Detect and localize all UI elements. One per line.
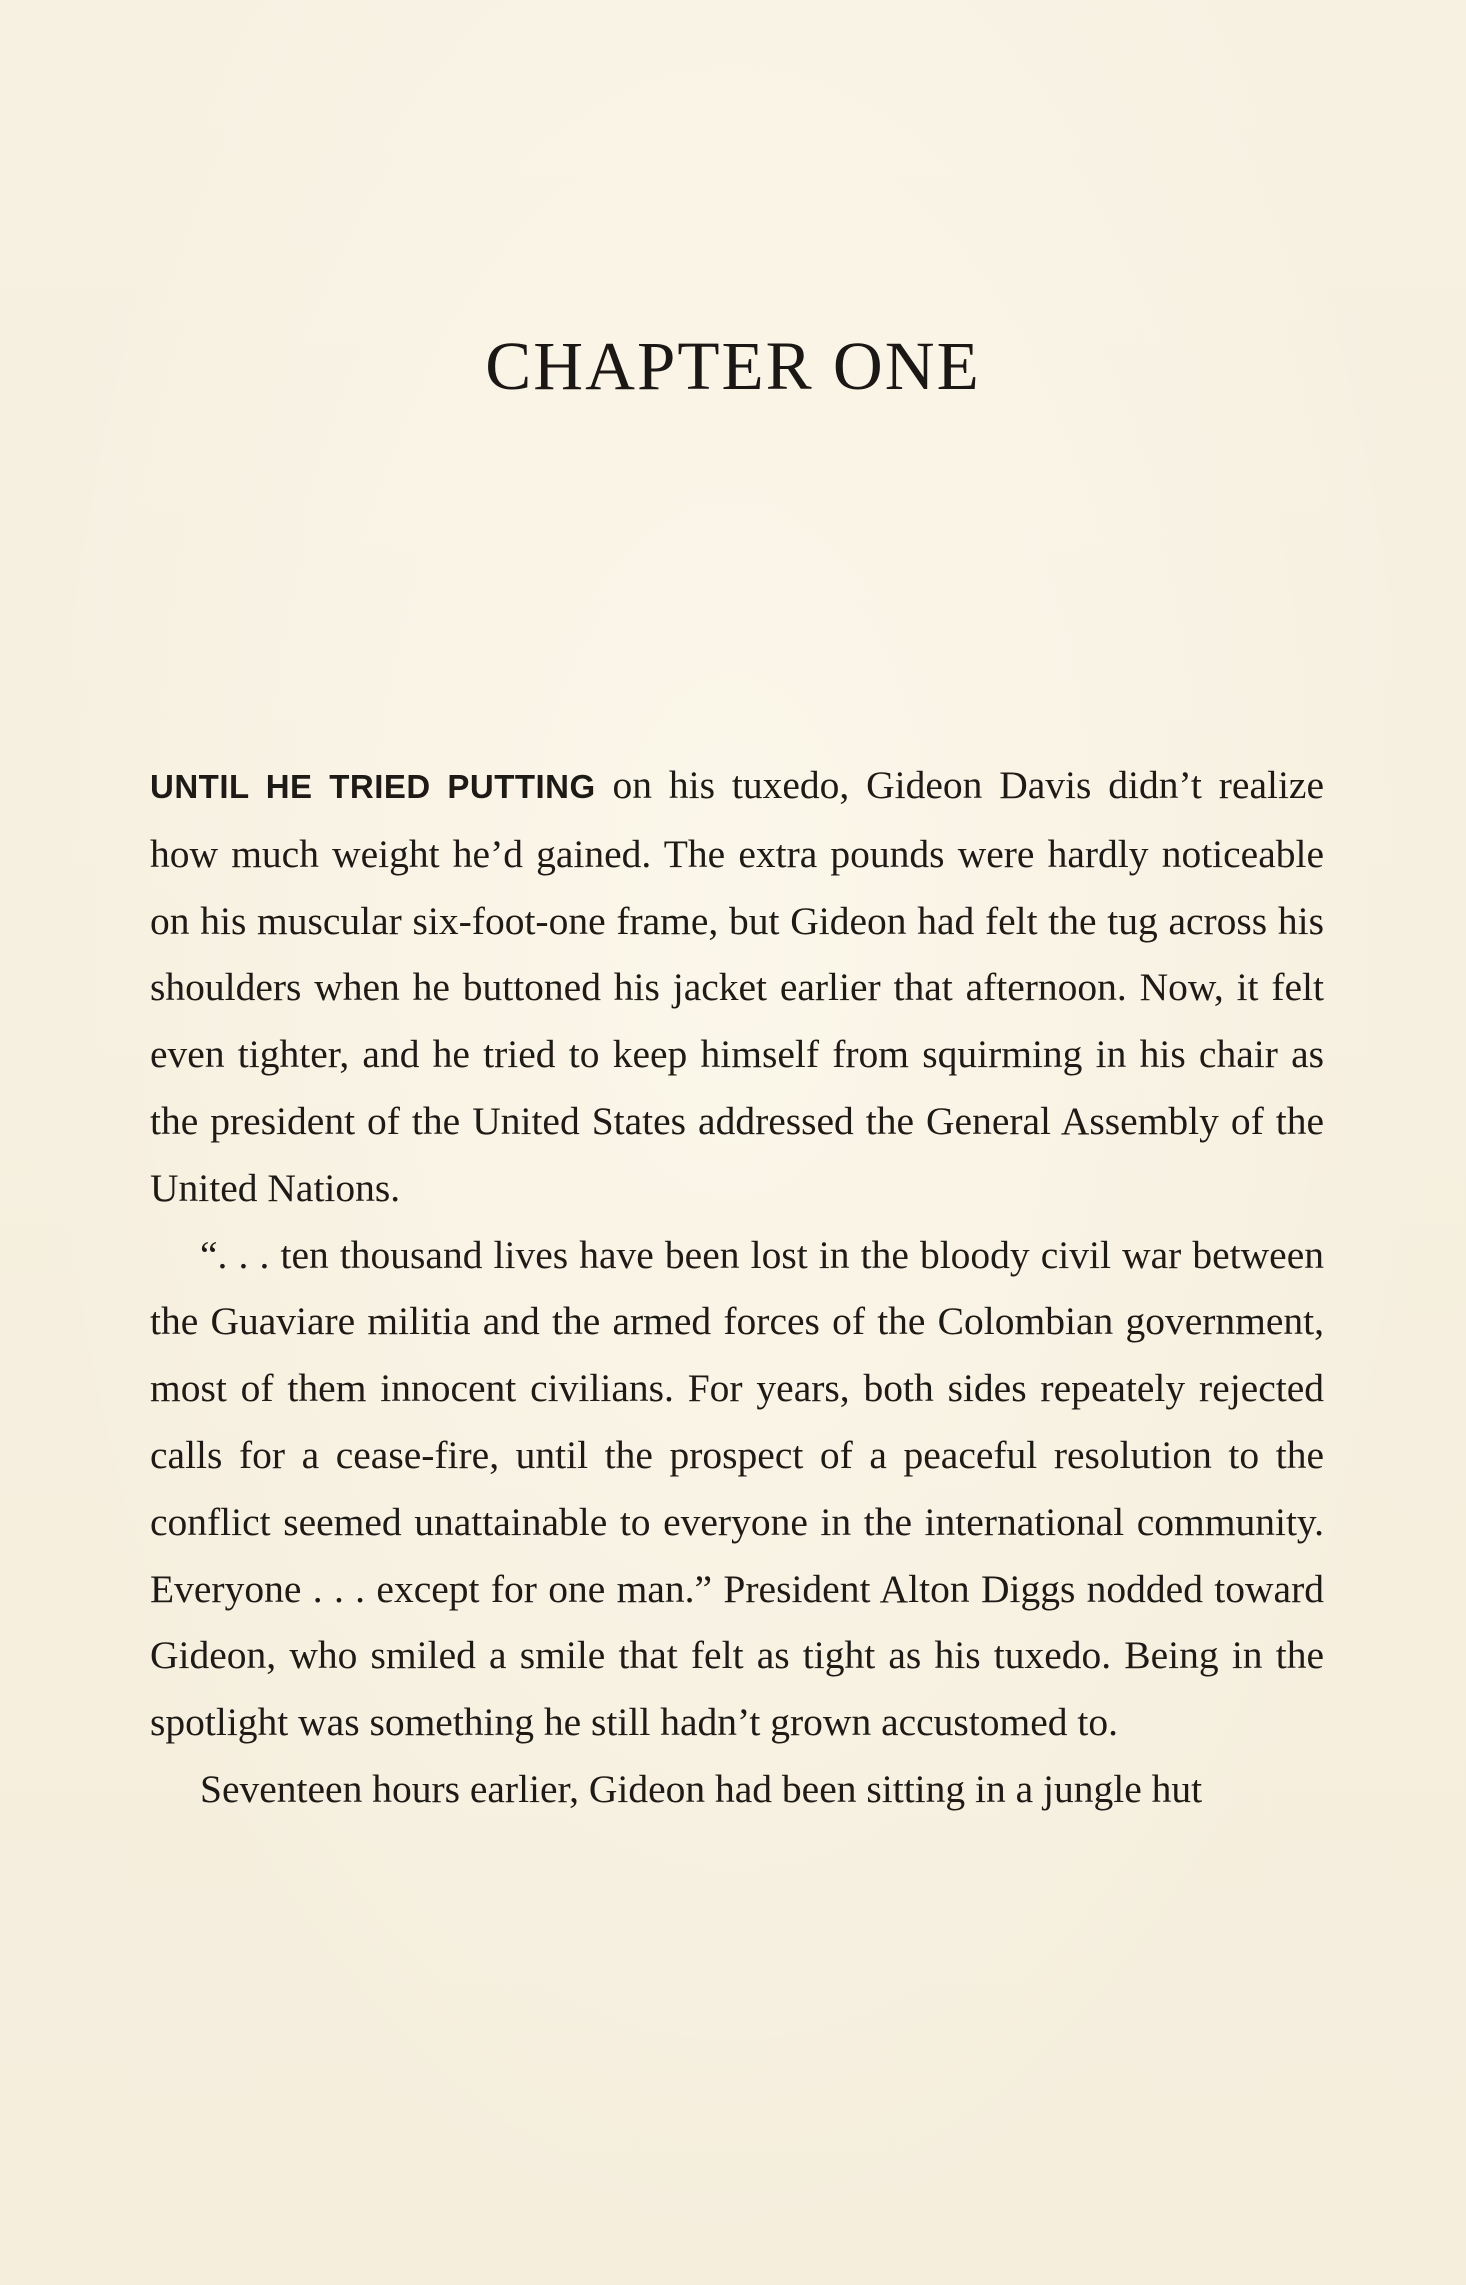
- paragraph-3-text: Seventeen hours earlier, Gideon had been sitting in a jungle hut: [200, 1766, 1203, 1811]
- paragraph-1-text: on his tuxedo, Gideon Davis didn’t realize how much weight he’d gained. The extra pounds were hardly noticeable on his muscular six-foot-one frame, but Gideon had felt the tug across his shoulders when he buttoned his jacket earlier that afternoon. Now, it felt even tighter, and he tried to keep himself from squirming in his chair as the president of the United States addressed the General Assembly of the United Nations.: [150, 763, 1324, 1210]
- chapter-title: CHAPTER ONE: [485, 328, 981, 404]
- paragraph-1: [150, 752, 1324, 1222]
- lead-in-text: UNTIL HE TRIED PUTTING: [150, 768, 596, 805]
- chapter-body: [150, 752, 1324, 1823]
- paragraph-2-text: “. . . ten thousand lives have been lost in the bloody civil war between the Guaviare militia and the armed forces of the Colombian government, most of them innocent civilians. For years, both sides repeately rejected calls for a cease-fire, until the prospect of a peaceful resolution to the conflict seemed unattainable to everyone in the international community. Everyone . . . except for one man.” President Alton Diggs nodded toward Gideon, who smiled a smile that felt as tight as his tuxedo. Being in the spotlight was something he still hadn’t grown accustomed to.: [150, 1232, 1324, 1745]
- paragraph-2: [150, 1222, 1324, 1756]
- paragraph-3: [150, 1756, 1324, 1823]
